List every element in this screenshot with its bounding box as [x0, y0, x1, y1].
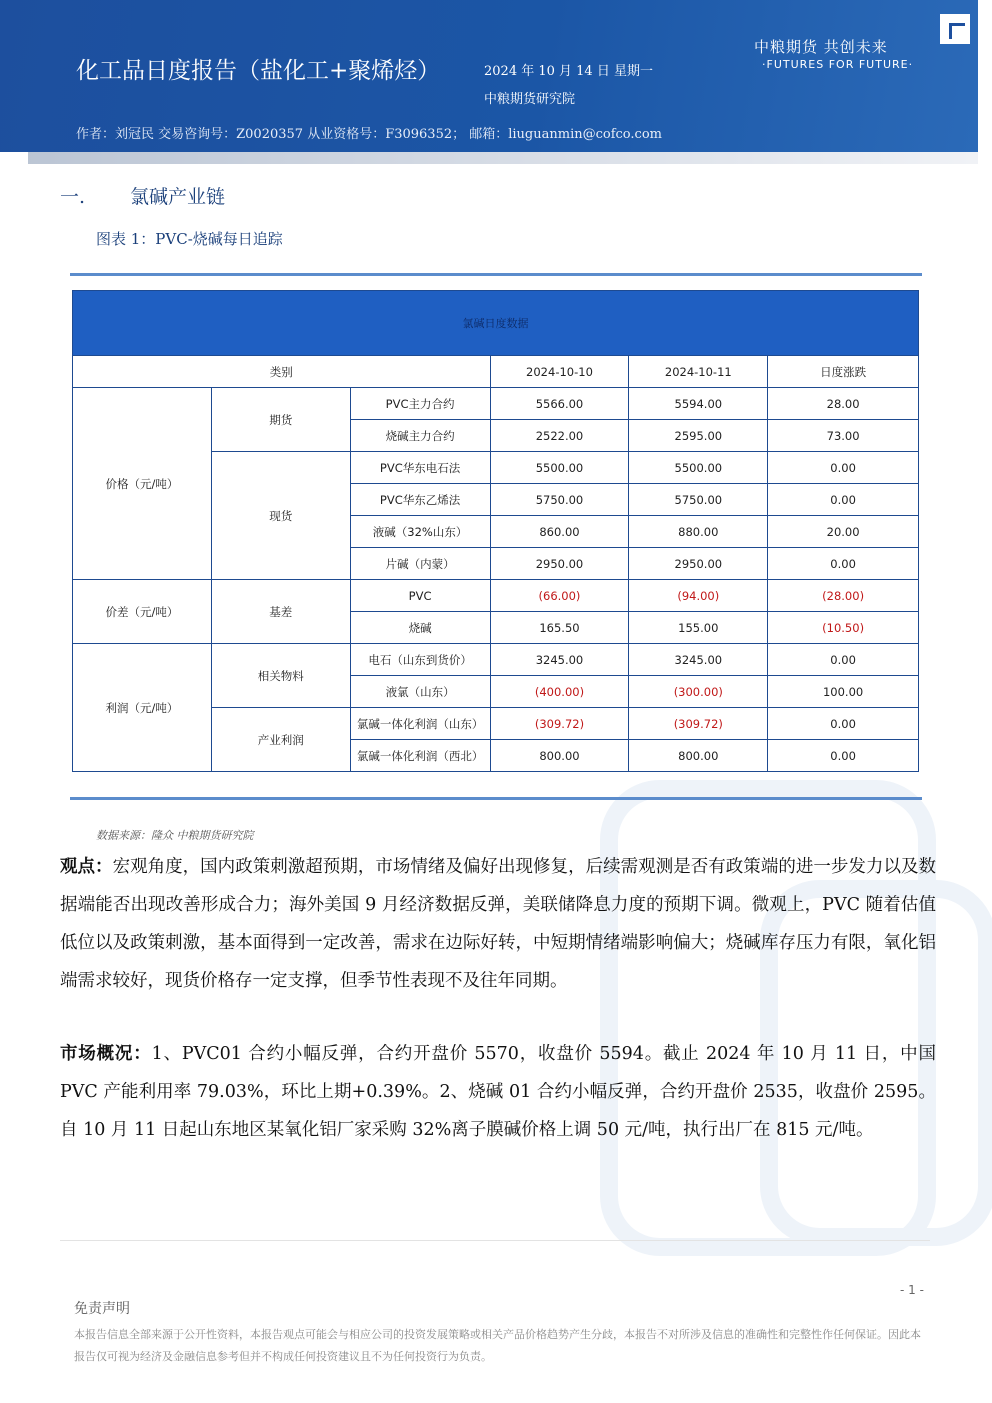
table-row	[73, 644, 919, 676]
brand-slogan: ·FUTURES FOR FUTURE·	[762, 58, 914, 71]
brand-name: 中粮期货 共创未来	[754, 38, 888, 56]
item-cell: PVC华东乙烯法	[350, 484, 490, 516]
change-cell: 0.00	[768, 740, 919, 772]
table-title: 氯碱日度数据	[73, 291, 919, 356]
change-cell: 0.00	[768, 548, 919, 580]
figure-title: 图表 1：PVC-烧碱每日追踪	[96, 230, 283, 248]
table-top-rule	[70, 273, 922, 276]
item-cell: 液碱（32%山东）	[350, 516, 490, 548]
value-cell: (94.00)	[629, 580, 768, 612]
section-number: 一.	[60, 186, 86, 208]
category-cell: 价差（元/吨）	[73, 580, 212, 644]
table-header-row	[73, 356, 919, 388]
value-cell: 5750.00	[490, 484, 629, 516]
subcategory-cell: 期货	[211, 388, 350, 452]
change-cell: 100.00	[768, 676, 919, 708]
value-cell: 165.50	[490, 612, 629, 644]
item-cell: 液氯（山东）	[350, 676, 490, 708]
value-cell: 5750.00	[629, 484, 768, 516]
table-bottom-rule	[70, 797, 922, 800]
views-text: 宏观角度，国内政策刺激超预期，市场情绪及偏好出现修复，后续需观测是否有政策端的进一步发力以及数据端能否出现改善形成合力；海外美国 9 月经济数据反弹，美联储降息力度的预期下调。微观上，PVC 随着估值低位以及政策刺激，基本面得到一定改善，需求在边际好转，中短期情绪端影响偏大；烧碱库存压力有限，氧化铝端需求较好，现货价格存一定支撑，但季节性表现不及往年同期。	[60, 857, 936, 991]
table-title-row	[73, 291, 919, 356]
value-cell: (309.72)	[629, 708, 768, 740]
value-cell: 5566.00	[490, 388, 629, 420]
header-change: 日度涨跌	[768, 356, 919, 388]
category-cell: 利润（元/吨）	[73, 644, 212, 772]
disclaimer-text: 本报告信息全部来源于公开性资料，本报告观点可能会与相应公司的投资发展策略或相关产品价格趋势产生分歧，本报告不对所涉及信息的准确性和完整性作任何保证。因此本报告仅可视为经济及金融信息参考但并不构成任何投资建议且不为任何投资行为负责。	[74, 1328, 921, 1363]
item-cell: 烧碱主力合约	[350, 420, 490, 452]
value-cell: 5500.00	[629, 452, 768, 484]
value-cell: 3245.00	[629, 644, 768, 676]
header-category: 类别	[73, 356, 491, 388]
item-cell: 氯碱一体化利润（山东）	[350, 708, 490, 740]
value-cell: 2950.00	[490, 548, 629, 580]
report-title: 化工品日度报告（盐化工+聚烯烃）	[76, 58, 441, 84]
change-cell: 0.00	[768, 644, 919, 676]
change-cell: 20.00	[768, 516, 919, 548]
table-row	[73, 388, 919, 420]
item-cell: 氯碱一体化利润（西北）	[350, 740, 490, 772]
views-paragraph	[60, 848, 936, 1000]
subcategory-cell: 现货	[211, 452, 350, 580]
item-cell: PVC	[350, 580, 490, 612]
change-cell: 28.00	[768, 388, 919, 420]
views-label: 观点：	[60, 857, 113, 877]
value-cell: 800.00	[490, 740, 629, 772]
page-number: - 1 -	[900, 1283, 924, 1297]
value-cell: 800.00	[629, 740, 768, 772]
value-cell: 880.00	[629, 516, 768, 548]
change-cell: 73.00	[768, 420, 919, 452]
item-cell: 片碱（内蒙）	[350, 548, 490, 580]
value-cell: 2950.00	[629, 548, 768, 580]
market-label: 市场概况：	[60, 1044, 152, 1064]
chlor-alkali-table	[72, 290, 919, 772]
change-cell: (10.50)	[768, 612, 919, 644]
subcategory-cell: 相关物料	[211, 644, 350, 708]
section-heading	[60, 182, 225, 209]
market-paragraph	[60, 1035, 936, 1149]
value-cell: (66.00)	[490, 580, 629, 612]
market-text: 1、PVC01 合约小幅反弹，合约开盘价 5570，收盘价 5594。截止 2024 年 10 月 11 日，中国 PVC 产能利用率 79.03%，环比上期+0.39%。2、烧碱 01 合约小幅反弹，合约开盘价 2535，收盘价 2595。自 10 月 11 日起山东地区某氧化铝厂家采购 32%离子膜碱价格上调 50 元/吨，执行出厂在 815 元/吨。	[60, 1044, 936, 1140]
item-cell: 电石（山东到货价）	[350, 644, 490, 676]
subcategory-cell: 产业利润	[211, 708, 350, 772]
brand-logo-icon	[940, 14, 970, 44]
item-cell: PVC华东电石法	[350, 452, 490, 484]
value-cell: 860.00	[490, 516, 629, 548]
change-cell: 0.00	[768, 484, 919, 516]
data-source-note: 数据来源：隆众 中粮期货研究院	[96, 829, 254, 842]
header-date-1: 2024-10-10	[490, 356, 629, 388]
value-cell: 3245.00	[490, 644, 629, 676]
report-date: 2024 年 10 月 14 日 星期一	[484, 64, 653, 79]
table-row	[73, 580, 919, 612]
value-cell: (400.00)	[490, 676, 629, 708]
section-title: 氯碱产业链	[130, 186, 226, 208]
value-cell: 5500.00	[490, 452, 629, 484]
header-shadow	[28, 152, 978, 164]
category-cell: 价格（元/吨）	[73, 388, 212, 580]
header-date-2: 2024-10-11	[629, 356, 768, 388]
value-cell: 155.00	[629, 612, 768, 644]
change-cell: (28.00)	[768, 580, 919, 612]
institute-name: 中粮期货研究院	[484, 92, 576, 107]
item-cell: PVC主力合约	[350, 388, 490, 420]
value-cell: (300.00)	[629, 676, 768, 708]
author-line: 作者：刘冠民 交易咨询号：Z0020357 从业资格号：F3096352； 邮箱：liuguanmin@cofco.com	[76, 127, 662, 142]
item-cell: 烧碱	[350, 612, 490, 644]
change-cell: 0.00	[768, 708, 919, 740]
disclaimer-title: 免责声明	[74, 1301, 130, 1317]
value-cell: 5594.00	[629, 388, 768, 420]
value-cell: 2595.00	[629, 420, 768, 452]
change-cell: 0.00	[768, 452, 919, 484]
value-cell: (309.72)	[490, 708, 629, 740]
subcategory-cell: 基差	[211, 580, 350, 644]
value-cell: 2522.00	[490, 420, 629, 452]
footer-divider	[60, 1240, 930, 1241]
